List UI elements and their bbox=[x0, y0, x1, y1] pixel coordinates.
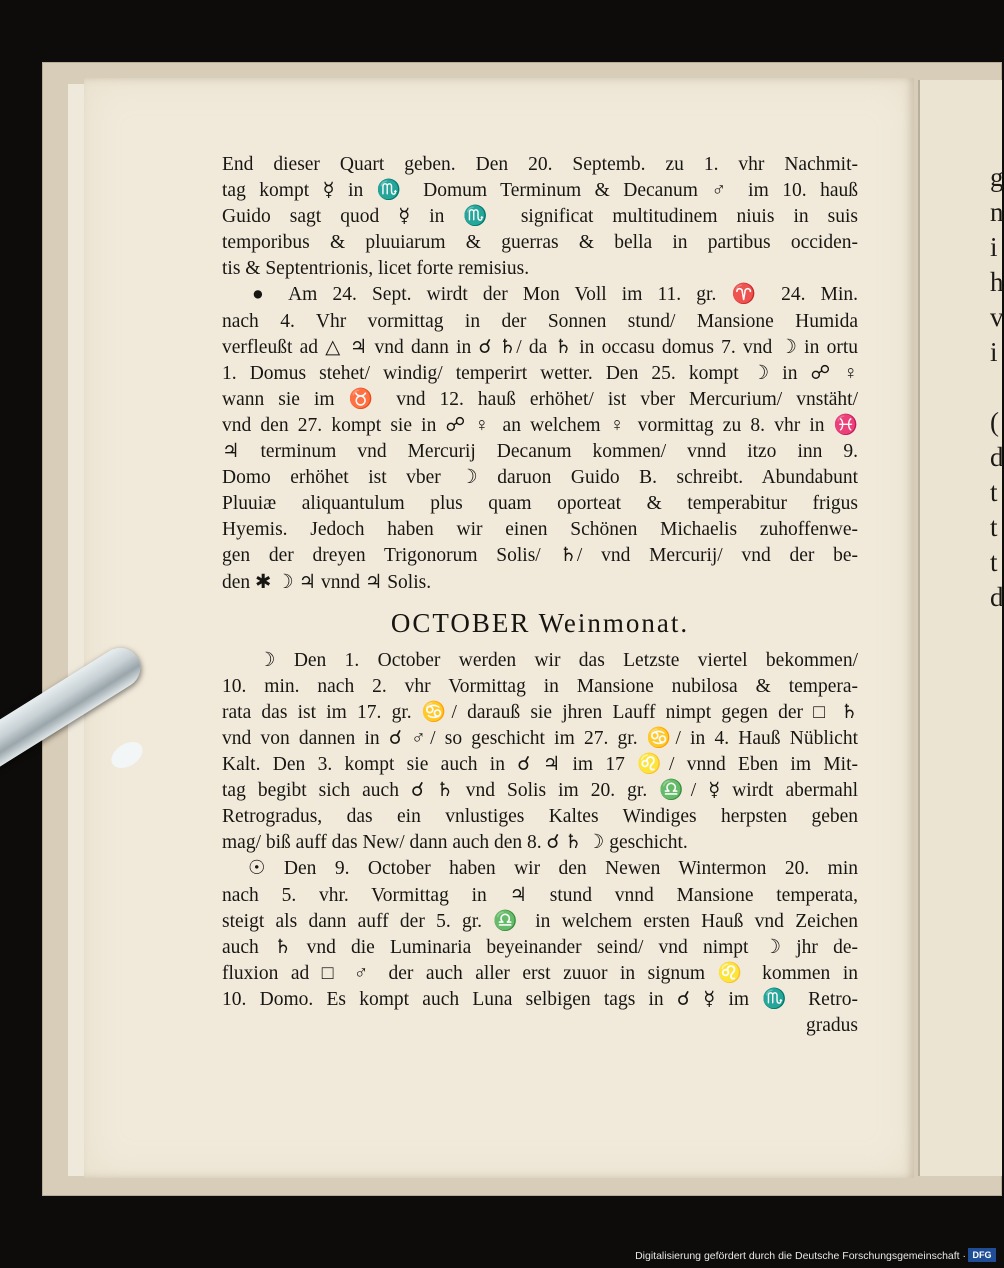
digitization-credit: Digitalisierung gefördert durch die Deutsche Forschungsgemeinschaft · bbox=[635, 1250, 966, 1262]
text-line: auch ♄ vnd die Luminaria beyeinander seind/ vnd nimpt ☽ jhr de- bbox=[222, 936, 858, 958]
text-line: 10. min. nach 2. vhr Vormittag in Mansione nubilosa & tempera- bbox=[222, 675, 858, 697]
next-page-letter: t bbox=[990, 477, 998, 507]
text-line: tis & Septentrionis, licet forte remisius. bbox=[222, 258, 530, 280]
next-page-letter: i bbox=[990, 337, 998, 367]
text-line: vnd von dannen in ☌ ♂/ so geschicht im 27. gr. ♋/ in 4. Hauß Nüblicht bbox=[222, 727, 858, 749]
text-line: ♃ terminum vnd Mercurij Decanum kommen/ vnnd itzo inn 9. bbox=[222, 441, 858, 463]
text-line: Retrogradus, das ein vnlustiges Kaltes Windiges herpsten geben bbox=[222, 806, 858, 828]
dfg-logo[interactable]: DFG bbox=[968, 1248, 996, 1262]
next-page-letter: t bbox=[990, 512, 998, 542]
text-line: gen der dreyen Trigonorum Solis/ ♄/ vnd Mercurij/ vnd der be- bbox=[222, 545, 858, 567]
next-page-letter: h bbox=[990, 267, 1004, 297]
text-line: Pluuiæ aliquantulum plus quam oporteat & temperabitur frigus bbox=[222, 493, 858, 515]
next-page-letter: i bbox=[990, 232, 998, 262]
next-page-letter: d bbox=[990, 442, 1004, 472]
text-line: verfleußt ad △ ♃ vnd dann in ☌ ♄/ da ♄ in occasu domus 7. vnd ☽ in ortu bbox=[222, 336, 858, 358]
text-line: ● Am 24. Sept. wirdt der Mon Voll im 11. gr. ♈ 24. Min. bbox=[252, 284, 858, 306]
text-line: Domo erhöhet ist vber ☽ daruon Guido B. schreibt. Abundabunt bbox=[222, 467, 858, 489]
page-body-text bbox=[222, 152, 858, 1039]
text-line: den ✱ ☽ ♃ vnnd ♃ Solis. bbox=[222, 571, 432, 593]
text-line: ☽ Den 1. October werden wir das Letzste viertel bekommen/ bbox=[258, 649, 858, 671]
text-line: Hyemis. Jedoch haben wir einen Schönen Michaelis zuhoffenwe- bbox=[222, 519, 858, 541]
month-heading: OCTOBER Weinmonat. bbox=[390, 607, 690, 638]
text-line: mag/ biß auff das New/ dann auch den 8. ☌ ♄ ☽ geschicht. bbox=[222, 832, 688, 854]
text-line: temporibus & pluuiarum & guerras & bella in partibus occiden- bbox=[222, 232, 858, 254]
next-page-letter: g bbox=[990, 162, 1004, 192]
text-line: ☉ Den 9. October haben wir den Newen Wintermon 20. min bbox=[248, 858, 858, 880]
text-line: fluxion ad □ ♂ der auch aller erst zuuor in signum ♌ kommen in bbox=[222, 962, 858, 984]
catchword: gradus bbox=[806, 1015, 858, 1036]
text-line: nach 5. vhr. Vormittag in ♃ stund vnnd Mansione temperata, bbox=[222, 884, 858, 906]
text-line: rata das ist im 17. gr. ♋/ darauß sie jhren Lauff nimpt gegen der □ ♄ bbox=[222, 701, 858, 723]
text-line: 1. Domus stehet/ windig/ temperirt wetter. Den 25. kompt ☽ in ☍ ♀ bbox=[222, 362, 858, 384]
text-line: tag kompt ☿ in ♏ Domum Terminum & Decanum ♂ im 10. hauß bbox=[222, 180, 858, 202]
text-line: tag begibt sich auch ☌ ♄ vnd Solis im 20. gr. ♎/ ☿ wirdt abermahl bbox=[222, 780, 858, 802]
text-line: vnd den 27. kompt sie in ☍ ♀ an welchem ♀ vormittag zu 8. vhr in ♓ bbox=[222, 414, 858, 436]
next-page-letter: d bbox=[990, 582, 1004, 612]
text-line: Kalt. Den 3. kompt sie auch in ☌ ♃ im 17 ♌/ vnnd Eben im Mit- bbox=[222, 754, 858, 776]
next-page-edge bbox=[918, 80, 1002, 1176]
text-line: 10. Domo. Es kompt auch Luna selbigen tags in ☌ ☿ im ♏ Retro- bbox=[222, 988, 858, 1010]
next-page-letter: v bbox=[990, 302, 1004, 332]
next-page-letter: n bbox=[990, 197, 1004, 227]
text-line: wann sie im ♉ vnd 12. hauß erhöhet/ ist vber Mercurium/ vnstäht/ bbox=[222, 388, 858, 410]
text-line: End dieser Quart geben. Den 20. Septemb. zu 1. vhr Nachmit- bbox=[222, 154, 858, 175]
text-line: Guido sagt quod ☿ in ♏ significat multitudinem niuis in suis bbox=[222, 206, 858, 228]
next-page-letter: ( bbox=[990, 407, 999, 437]
text-line: steigt als dann auff der 5. gr. ♎ in welchem ersten Hauß vnd Zeichen bbox=[222, 910, 858, 932]
next-page-letter: t bbox=[990, 547, 998, 577]
text-line: nach 4. Vhr vormittag in der Sonnen stund/ Mansione Humida bbox=[222, 310, 858, 332]
